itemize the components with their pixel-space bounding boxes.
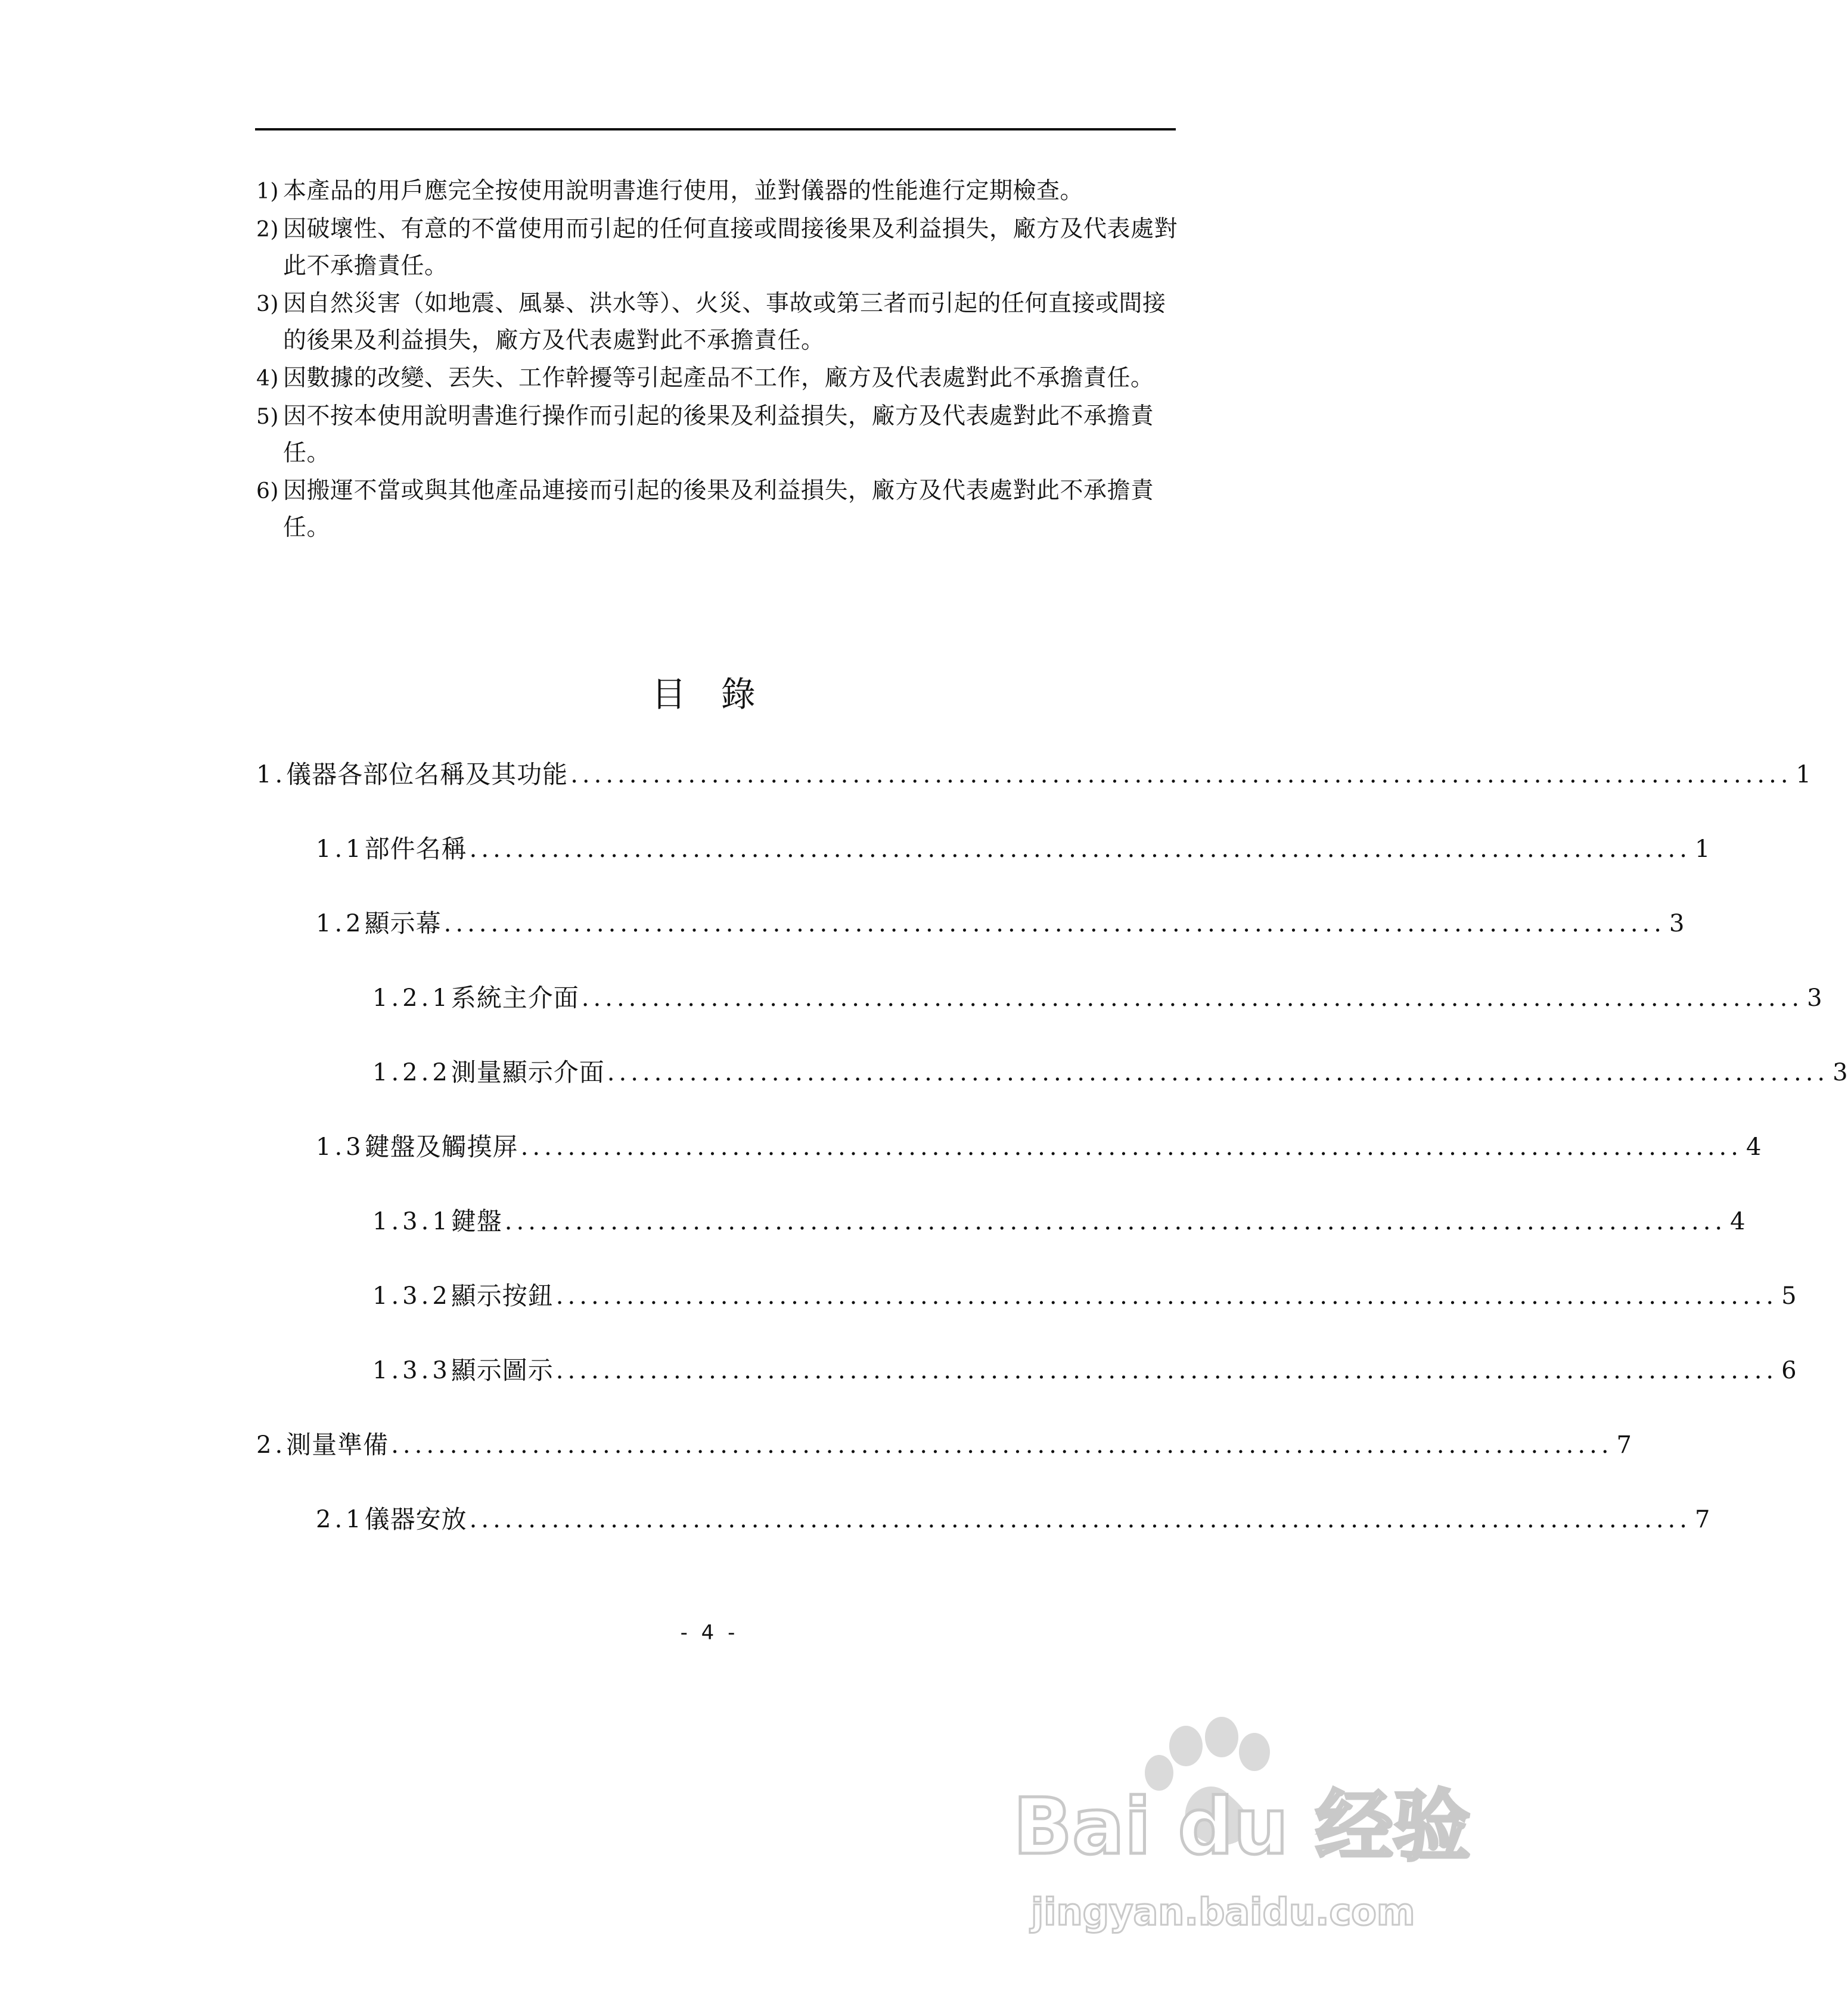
toc-entry-page: 3 [1669,910,1685,937]
disclaimer-number: 2) [256,218,279,242]
toc-entry-page: 4 [1730,1208,1745,1235]
toc-entry-number: 1.2.1 [372,984,451,1012]
toc-leader-dots: ........................................................................................................ [555,1282,1778,1310]
disclaimer-text: 因數據的改變、丟失、工作幹擾等引起產品不工作，廠方及代表處對此不承擔責任。 [283,365,1154,392]
toc-entry-page: 6 [1781,1357,1797,1384]
disclaimer-number: 5) [256,405,279,429]
toc-entry-number: 1.2 [316,910,365,937]
toc-leader-dots: ........................................................................................................ [520,1133,1743,1161]
toc-entry-label: 儀器各部位名稱及其功能 [286,760,569,789]
toc-entry-1[interactable] [256,754,1811,796]
toc-leader-dots: ........................................................................................................ [570,761,1793,788]
toc-entry-number: 1.1 [316,835,365,863]
toc-entry-1-3[interactable] [316,1126,1762,1168]
toc-entry-number: 1.3.1 [372,1208,451,1235]
toc-entry-label: 測量顯示介面 [451,1058,605,1087]
toc-entry-number: 1.3 [316,1133,365,1161]
toc-entry-label: 顯示幕 [364,909,442,938]
toc-entry-1-3-1[interactable] [372,1201,1745,1242]
disclaimer-text: 因不按本使用說明書進行操作而引起的後果及利益損失，廠方及代表處對此不承擔責任。 [283,403,1154,467]
disclaimer-number: 6) [256,479,279,504]
toc-entry-number: 1.3.2 [372,1282,451,1310]
toc-entry-number: 1. [256,761,287,788]
toc-entry-label: 顯示按鈕 [451,1281,554,1310]
disclaimer-text: 因破壞性、有意的不當使用而引起的任何直接或間接後果及利益損失，廠方及代表處對此不承擔責任。 [283,216,1178,279]
toc-entry-number: 1.2.2 [372,1059,451,1086]
toc-entry-1-2[interactable] [316,903,1685,945]
toc-leader-dots: ........................................................................................................ [581,984,1804,1012]
toc-entry-label: 部件名稱 [364,834,467,863]
toc-entry-1-3-3[interactable] [372,1350,1797,1391]
disclaimer-number: 1) [256,179,279,204]
toc-entry-page: 4 [1745,1133,1762,1161]
toc-entry-label: 系統主介面 [451,983,579,1012]
toc-leader-dots: ........................................................................................................ [443,910,1666,937]
disclaimer-number: 4) [256,366,279,391]
toc-entry-1-3-2[interactable] [372,1275,1797,1317]
toc-entry-page: 7 [1616,1431,1632,1459]
toc-entry-page: 5 [1781,1282,1797,1310]
toc-entry-number: 2. [256,1431,287,1459]
toc-leader-dots: ........................................................................................................ [607,1059,1830,1086]
toc-leader-dots: ........................................................................................................ [391,1431,1613,1459]
toc-entry-label: 顯示圖示 [451,1356,554,1385]
watermark-url-text: jingyan.baidu.com [1031,1890,1415,1934]
toc-leader-dots: ........................................................................................................ [504,1208,1727,1235]
baidu-jingyan-watermark [1007,1704,1471,1955]
toc-entry-1-1[interactable] [316,828,1710,870]
disclaimer-text: 因自然災害（如地震、風暴、洪水等）、火災、事故或第三者而引起的任何直接或間接的後果及利益損失，廠方及代表處對此不承擔責任。 [283,290,1166,354]
toc-entry-label: 儀器安放 [364,1505,467,1534]
toc-entry-label: 鍵盤 [451,1207,502,1236]
disclaimer-number: 3) [256,292,279,316]
toc-entry-page: 1 [1796,761,1811,788]
page-number: - 4 - [680,1621,739,1645]
toc-entry-number: 1.3.3 [372,1357,451,1384]
toc-leader-dots: ........................................................................................................ [555,1357,1778,1384]
toc-entry-page: 1 [1694,835,1710,863]
toc-entry-2[interactable] [256,1424,1632,1466]
toc-title: 目 錄 [651,674,768,714]
toc-leader-dots: ........................................................................................................ [469,835,1691,863]
toc-entry-page: 3 [1807,984,1822,1012]
toc-entry-2-1[interactable] [316,1499,1710,1540]
toc-entry-number: 2.1 [316,1506,365,1533]
toc-entry-label: 鍵盤及觸摸屏 [364,1132,518,1161]
toc-entry-page: 7 [1694,1506,1710,1533]
toc-entry-label: 測量準備 [286,1430,389,1459]
toc-entry-1-2-1[interactable] [372,977,1822,1019]
toc-entry-page: 3 [1833,1059,1848,1086]
toc-entry-1-2-2[interactable] [372,1052,1848,1093]
disclaimer-text: 因搬運不當或與其他產品連接而引起的後果及利益損失，廠方及代表處對此不承擔責任。 [283,477,1154,541]
disclaimer-text: 本產品的用戶應完全按使用說明書進行使用，並對儀器的性能進行定期檢查。 [283,178,1084,204]
watermark-brand-text: Bai du 经验 [1013,1781,1471,1872]
toc-leader-dots: ........................................................................................................ [469,1506,1691,1533]
